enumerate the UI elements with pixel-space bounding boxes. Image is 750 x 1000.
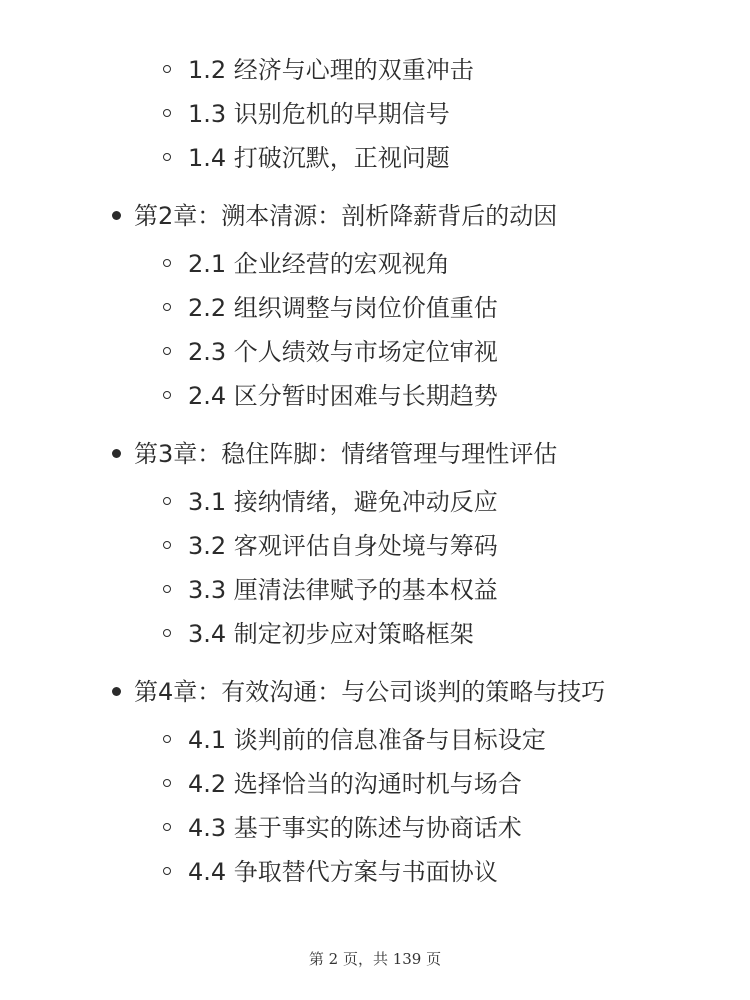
toc-sub-item-text: 1.2 经济与心理的双重冲击 [188, 56, 474, 84]
filled-bullet-icon [112, 687, 121, 696]
toc-sub-item [0, 374, 750, 418]
toc-chapter-heading [0, 670, 750, 714]
toc-sub-item-text: 3.3 厘清法律赋予的基本权益 [188, 576, 498, 604]
toc-sub-item [0, 286, 750, 330]
hollow-bullet-icon [163, 735, 171, 743]
toc-sub-item [0, 136, 750, 180]
toc-sub-item-text: 2.3 个人绩效与市场定位审视 [188, 338, 498, 366]
toc-sub-item [0, 480, 750, 524]
toc-sub-item-text: 2.2 组织调整与岗位价值重估 [188, 294, 498, 322]
toc-sub-item-text: 4.3 基于事实的陈述与协商话术 [188, 814, 522, 842]
toc-sub-item [0, 718, 750, 762]
hollow-bullet-icon [163, 65, 171, 73]
hollow-bullet-icon [163, 391, 171, 399]
hollow-bullet-icon [163, 347, 171, 355]
toc-sub-item [0, 524, 750, 568]
chapter-3-sub-list [0, 476, 750, 656]
page-number-footer: 第 2 页，共 139 页 [308, 950, 442, 968]
toc-chapter-title: 第3章：稳住阵脚：情绪管理与理性评估 [134, 440, 558, 468]
toc-chapter-heading [0, 432, 750, 476]
toc-sub-item [0, 242, 750, 286]
chapter-1-sub-list [0, 48, 750, 180]
toc-sub-item-text: 2.1 企业经营的宏观视角 [188, 250, 450, 278]
toc-sub-item-text: 4.2 选择恰当的沟通时机与场合 [188, 770, 522, 798]
toc-sub-item-text: 3.1 接纳情绪，避免冲动反应 [188, 488, 498, 516]
toc-chapter-3 [0, 432, 750, 656]
toc-sub-item-text: 4.4 争取替代方案与书面协议 [188, 858, 498, 886]
toc-chapter-title: 第2章：溯本清源：剖析降薪背后的动因 [134, 202, 558, 230]
toc-sub-item-text: 1.3 识别危机的早期信号 [188, 100, 450, 128]
toc-sub-item-text: 4.1 谈判前的信息准备与目标设定 [188, 726, 546, 754]
toc-sub-item-text: 3.2 客观评估自身处境与筹码 [188, 532, 498, 560]
toc-sub-item [0, 612, 750, 656]
toc-chapter-4 [0, 670, 750, 894]
hollow-bullet-icon [163, 109, 171, 117]
toc-chapter-title: 第4章：有效沟通：与公司谈判的策略与技巧 [134, 678, 606, 706]
toc-sub-item-text: 1.4 打破沉默，正视问题 [188, 144, 450, 172]
toc-sub-item [0, 762, 750, 806]
chapter-2-sub-list [0, 238, 750, 418]
filled-bullet-icon [112, 449, 121, 458]
toc-sub-item [0, 568, 750, 612]
table-of-contents [0, 48, 750, 894]
toc-sub-item [0, 806, 750, 850]
toc-sub-item [0, 850, 750, 894]
hollow-bullet-icon [163, 497, 171, 505]
hollow-bullet-icon [163, 867, 171, 875]
toc-sub-item [0, 92, 750, 136]
toc-sub-item [0, 330, 750, 374]
toc-sub-item [0, 48, 750, 92]
toc-sub-item-text: 2.4 区分暂时困难与长期趋势 [188, 382, 498, 410]
hollow-bullet-icon [163, 629, 171, 637]
toc-sub-item-text: 3.4 制定初步应对策略框架 [188, 620, 474, 648]
chapter-4-sub-list [0, 714, 750, 894]
hollow-bullet-icon [163, 303, 171, 311]
hollow-bullet-icon [163, 153, 171, 161]
hollow-bullet-icon [163, 585, 171, 593]
hollow-bullet-icon [163, 541, 171, 549]
hollow-bullet-icon [163, 779, 171, 787]
toc-chapter-2 [0, 194, 750, 418]
hollow-bullet-icon [163, 259, 171, 267]
hollow-bullet-icon [163, 823, 171, 831]
filled-bullet-icon [112, 211, 121, 220]
toc-chapter-heading [0, 194, 750, 238]
